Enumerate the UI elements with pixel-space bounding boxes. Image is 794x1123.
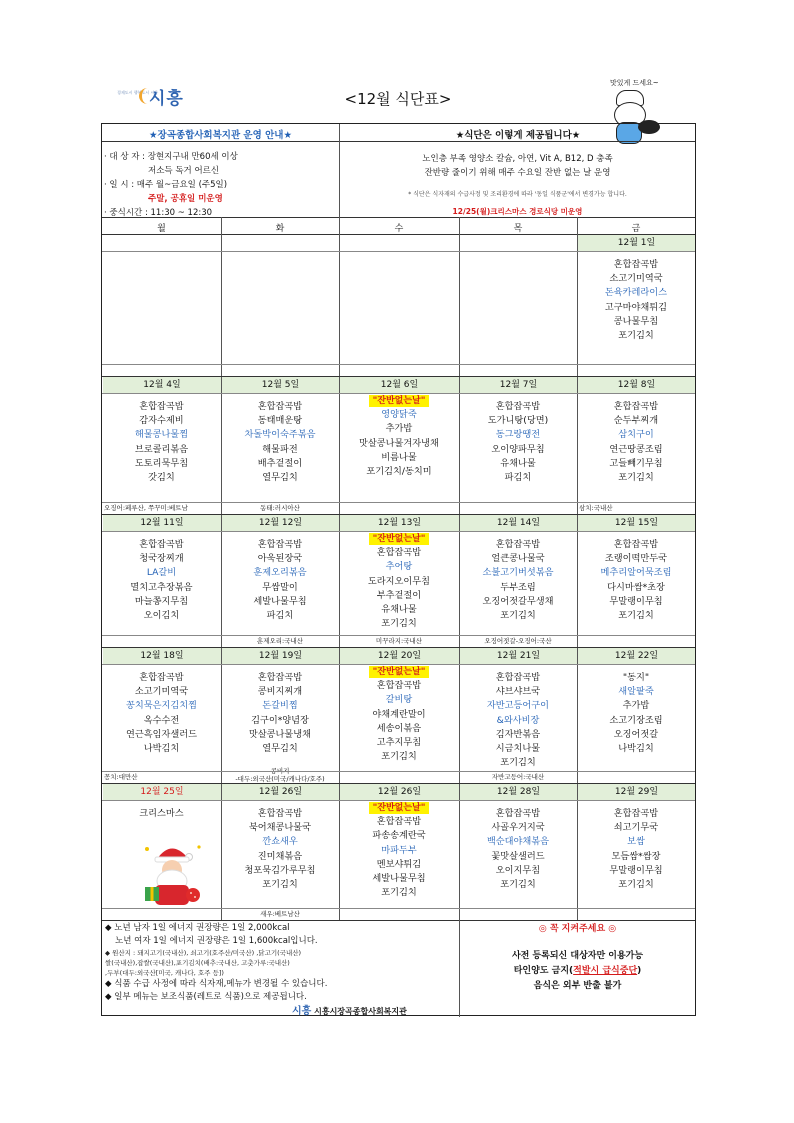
menu-item: 브로콜리볶음: [134, 443, 189, 455]
menu-item: 오이양파무침: [491, 443, 545, 455]
date-cell: 12월 15일: [578, 515, 695, 531]
menu-item: 김구이*양념장: [251, 714, 309, 726]
menu-item: 추어탕: [385, 561, 413, 573]
menu-item: 포기김치: [618, 610, 654, 622]
menu-item: 꽃맛살샐러드: [491, 850, 545, 862]
menu-item: 자반고등어구이: [486, 700, 550, 712]
female-energy: 노년 여자 1일 에너지 권장량은 1일 1,600kcal입니다.: [115, 936, 318, 946]
logo-word: 시흥: [149, 89, 184, 109]
menu-item: 조랭이떡만두국: [604, 553, 668, 565]
menu-item: 보쌈: [627, 836, 645, 848]
menu-item: 김자반볶음: [495, 728, 541, 740]
menu-cell: [459, 538, 577, 623]
menu-item: 파김치: [504, 472, 532, 484]
menu-cell: [339, 665, 459, 764]
origin-info-3: ,두부(대두:외국산[미국, 캐나다, 호주 등]): [105, 969, 224, 977]
menu-item: 유채나물: [381, 604, 417, 616]
menu-cell: [577, 807, 695, 892]
menu-item: 혼합잡곡밥: [495, 808, 541, 819]
menu-cell: [577, 671, 695, 756]
menu-item: 고구마야채튀김: [604, 301, 668, 313]
menu-item: 포기김치: [262, 879, 298, 891]
menu-item: 유채나물: [500, 457, 536, 469]
menu-item: 혼합잡곡밥: [376, 680, 422, 692]
menu-cell: [102, 538, 221, 623]
menu-item: 꽁치묵은지김치찜: [125, 700, 197, 712]
menu-item: 혼합잡곡밥: [376, 816, 422, 828]
menu-cell: [459, 671, 577, 770]
date-cell: 12월 18일: [103, 648, 221, 664]
no-leftover-badge: "잔반없는날": [369, 395, 430, 407]
menu-cell: [577, 258, 695, 343]
menu-cell: [102, 671, 221, 756]
sparkle-icon: [197, 845, 200, 848]
menu-item: 마늘쫑지무침: [134, 595, 189, 607]
menu-item: 콩나물무침: [613, 315, 659, 327]
menu-item: 돈갈비찜: [262, 700, 298, 712]
origin-note: 오징어젓갈-오징어:국산: [484, 637, 552, 645]
menu-item: 무쌈말이: [262, 581, 298, 593]
date-cell: 12월 28일: [460, 784, 577, 800]
page-title: <12월 식단표>: [344, 90, 452, 108]
operation-info-title: ★장곡종합사회복지관 운영 안내★: [149, 130, 292, 141]
menu-item: 혼합잡곡밥: [257, 672, 303, 683]
menu-cell: [339, 532, 459, 631]
weekday-1: 화: [275, 224, 285, 234]
menu-item: 마파두부: [381, 844, 417, 856]
menu-item: 배추겉절이: [257, 457, 303, 469]
date-cell: 12월 22일: [578, 648, 695, 664]
menu-item: 다시마쌈*초장: [607, 581, 665, 593]
menu-item: 나박김치: [143, 743, 180, 755]
menu-item: 고추지무침: [376, 737, 422, 749]
menu-item: 청포묵김가루무침: [244, 864, 316, 876]
menu-item: 사골우거지국: [491, 822, 545, 834]
menu-cell: [221, 671, 339, 756]
menu-item: 순두부찌개: [613, 415, 659, 427]
menu-item: 콩비지찌개: [257, 686, 303, 698]
menu-item: 동태매운탕: [257, 415, 303, 427]
logo-tagline: 경제도시 행복도시 시흥: [117, 90, 159, 95]
rules-head: ◎ 꼭 지켜주세요 ◎: [538, 924, 617, 934]
menu-item: 야채계란말이: [372, 708, 426, 720]
menu-item: 고들빼기무침: [609, 457, 663, 469]
operation-info: [104, 150, 338, 220]
menu-item: 옥수수전: [143, 714, 180, 726]
menu-item: 영양닭죽: [381, 409, 417, 421]
menu-item: 갓김치: [148, 472, 175, 484]
weekday-4: 금: [631, 224, 641, 234]
footer-brand: 시흥 시흥시장곡종합사회복지관: [292, 1006, 407, 1017]
menu-item: 샤브샤브국: [495, 686, 541, 698]
menu-item: 혼합잡곡밥: [495, 672, 541, 683]
menu-item: 소고기미역국: [134, 686, 189, 698]
menu-cell: [102, 807, 221, 821]
schedule-info: · 일 시 : 매주 월~금요일 (주5일): [104, 180, 228, 190]
change-note: * 식단은 식자재의 수급사정 및 조리환경에 따라 '동일 식품군'에서 변경가능 합니다.: [408, 191, 627, 198]
weekday-3: 목: [513, 224, 523, 234]
menu-item: 맛살콩나물냉채: [248, 728, 312, 740]
menu-item: 혼합잡곡밥: [139, 672, 184, 683]
menu-item: 갈비탕: [385, 694, 413, 706]
menu-item: 새알팥죽: [618, 686, 654, 698]
origin-note: 미꾸라지:국내산: [375, 637, 423, 645]
menu-item: 오이김치: [143, 610, 180, 622]
menu-item: 도가니탕(당면): [487, 415, 549, 427]
strawberry-icon: [186, 888, 200, 902]
menu-item: 오징어젓갈무생채: [482, 595, 554, 607]
menu-item: 세발나물무침: [372, 873, 426, 885]
date-cell: 12월 29일: [578, 784, 695, 800]
menu-item: 포기김치: [618, 879, 654, 891]
menu-cell: [577, 400, 695, 485]
menu-item: 혼합잡곡밥: [139, 401, 184, 412]
retort-note: ◆ 일부 메뉴는 보조식품(레트로 식품)으로 제공됩니다.: [105, 992, 307, 1002]
menu-item: &와사비장: [496, 714, 540, 726]
date-cell: 12월 12일: [222, 515, 339, 531]
menu-item: 포기김치: [381, 887, 417, 899]
menu-item: 열무김치: [262, 743, 298, 755]
date-cell: 12월 19일: [222, 648, 339, 664]
date-cell: 12월 21일: [460, 648, 577, 664]
date-cell: 12월 4일: [103, 377, 221, 393]
date-cell: 12월 5일: [222, 377, 339, 393]
menu-item: 오징어젓갈: [613, 728, 659, 740]
menu-cell: [459, 400, 577, 485]
menu-item: 파송송계란국: [372, 830, 426, 842]
menu-item: 혼합잡곡밥: [139, 539, 184, 550]
menu-item: 열무김치: [262, 472, 298, 484]
menu-cell: [221, 538, 339, 623]
menu-item: 소고기장조림: [609, 714, 663, 726]
menu-item: 해물콩나물찜: [134, 429, 189, 441]
menu-cell: [577, 538, 695, 623]
origin-info-2: 쌀(국내산),잡쌀(국내산),포기김치(배추:국내산, 고춧가루:국내산): [105, 959, 290, 967]
menu-item: 세발나물무침: [253, 595, 307, 607]
menu-item: 훈제오리볶음: [253, 567, 307, 579]
menu-item: "동지": [622, 672, 650, 683]
menu-item: 도라지오이무침: [367, 575, 431, 587]
menu-sheet: [101, 123, 696, 1016]
rules-footer: [460, 922, 695, 994]
menu-item: 포기김치: [500, 757, 536, 769]
service-info: [340, 152, 695, 217]
city-logo: [117, 84, 197, 110]
menu-item: 혼합잡곡밥: [613, 401, 659, 412]
menu-item: LA갈비: [146, 567, 177, 579]
supply-note: ◆ 식품 수급 사정에 따라 식자재,메뉴가 변경될 수 있습니다.: [105, 979, 328, 989]
date-cell: 12월 26일: [340, 784, 459, 800]
menu-item: 연근흑임자샐러드: [125, 728, 197, 740]
origin-note: 동태:러시아산: [260, 504, 300, 512]
origin-note: 새우:베트남산: [260, 910, 300, 918]
weekday-0: 월: [157, 224, 166, 234]
footer-logo-word: 시흥: [292, 1006, 312, 1017]
date-cell: 12월 13일: [340, 515, 459, 531]
christmas-closed: 12/25(월)크리스마스 경로식당 미운영: [452, 207, 583, 216]
rule-registered: 사전 등록되신 대상자만 이용가능: [511, 951, 644, 961]
menu-item: 감자수제비: [139, 415, 184, 427]
menu-cell: [339, 801, 459, 900]
menu-cell: [459, 807, 577, 892]
menu-item: 혼합잡곡밥: [376, 547, 422, 559]
male-energy: ◆ 노년 남자 1일 에너지 권장량은 1일 2,000kcal: [105, 923, 290, 933]
menu-item: 동그랑땡전: [495, 429, 541, 441]
menu-item: 모듬쌈*쌈장: [611, 850, 661, 862]
menu-item: 혼합잡곡밥: [495, 539, 541, 550]
menu-item: 세송이볶음: [376, 722, 422, 734]
origin-note: 자반고등어:국내산: [491, 773, 545, 781]
no-leftover-badge: "잔반없는날": [369, 666, 430, 678]
menu-item: 추가밥: [385, 423, 413, 435]
rule-no-takeout: 음식은 외부 반출 불가: [533, 981, 622, 991]
date-cell: 12월 14일: [460, 515, 577, 531]
date-cell: 12월 11일: [103, 515, 221, 531]
menu-item: 포기김치: [618, 330, 654, 342]
menu-item: 포기김치: [500, 879, 536, 891]
menu-item: 혼합잡곡밥: [613, 259, 659, 270]
origin-note: 꽁치:대만산: [104, 773, 138, 781]
closed-days: 주말, 공휴일 미운영: [148, 194, 223, 204]
menu-item: 소고기미역국: [609, 273, 663, 285]
date-cell: 12월 20일: [340, 648, 459, 664]
date-cell: 12월 8일: [578, 377, 695, 393]
menu-item: 혼합잡곡밥: [257, 539, 303, 550]
target-sub: 저소득 독거 어르신: [148, 166, 220, 176]
leftover-note: 잔반량 줄이기 위해 매주 수요일 잔반 없는 날 운영: [424, 168, 611, 178]
menu-item: 삼치구이: [618, 429, 654, 441]
menu-item: 포기김치/동치미: [366, 466, 432, 478]
no-leftover-badge: "잔반없는날": [369, 802, 430, 814]
date-cell: 12월 6일: [340, 377, 459, 393]
menu-item: 포기김치: [618, 472, 654, 484]
menu-item: 메추리알어묵조림: [600, 567, 672, 579]
menu-item: 얼큰콩나물국: [491, 553, 545, 565]
menu-item: 포기김치: [500, 610, 536, 622]
nutrition-footer: [105, 922, 457, 1004]
menu-cell: [221, 807, 339, 892]
menu-item: 쇠고기무국: [613, 822, 659, 834]
menu-item: 맛살콩나물겨자냉채: [359, 437, 439, 449]
date-cell: 12월 26일: [222, 784, 339, 800]
menu-item: 무말랭이무침: [609, 595, 663, 607]
menu-item: 혼합잡곡밥: [257, 808, 303, 819]
menu-item: 돈육카레라이스: [604, 287, 668, 299]
menu-item: 아욱된장국: [257, 553, 303, 565]
menu-item: 나박김치: [618, 743, 654, 755]
chef-speech: 맛있게 드세요~: [610, 79, 659, 87]
menu-item: 두부조림: [500, 581, 536, 593]
menu-item: 해물파전: [262, 443, 298, 455]
service-info-title: ★식단은 이렇게 제공됩니다★: [455, 130, 581, 141]
menu-item: 추가밥: [622, 700, 650, 712]
menu-item: 백순대야채볶음: [486, 836, 550, 848]
menu-item: 혼합잡곡밥: [613, 539, 659, 550]
menu-item: 혼합잡곡밥: [613, 808, 659, 819]
date-cell: 12월 1일: [578, 235, 695, 251]
menu-item: 포기김치: [381, 618, 417, 630]
menu-item: 크리스마스: [139, 808, 184, 819]
menu-item: 멸치고추장볶음: [130, 581, 193, 593]
menu-item: 혼합잡곡밥: [495, 401, 541, 412]
menu-item: 무말랭이무침: [609, 864, 663, 876]
menu-cell: [102, 400, 221, 485]
sparkle-icon: [145, 847, 149, 851]
menu-item: 시금치나물: [495, 743, 541, 755]
menu-item: 비름나물: [381, 451, 417, 463]
menu-item: 도토리묵무침: [134, 457, 189, 469]
menu-item: 멘보샤튀김: [376, 858, 422, 870]
menu-item: 청국장찌개: [139, 553, 184, 565]
nutrition-note: 노인층 부족 영양소 칼슘, 아연, Vit A, B12, D 충족: [422, 154, 613, 164]
menu-item: 차돌박이숙주볶음: [244, 429, 316, 441]
menu-item: 파김치: [266, 610, 294, 622]
menu-item: 진미채볶음: [257, 850, 303, 862]
menu-cell: [221, 400, 339, 485]
origin-info-1: ◆ 원산지 : 돼지고기(국내산), 쇠고기(호주산/미국산) ,닭고기(국내산): [105, 949, 302, 957]
menu-item: 혼합잡곡밥: [257, 401, 303, 412]
menu-item: 부추겉절이: [376, 589, 422, 601]
weekday-2: 수: [394, 224, 404, 234]
menu-item: 오이지무침: [495, 864, 541, 876]
lunch-time: · 중식시간 : 11:30 ~ 12:30: [104, 208, 213, 218]
origin-note: 오징어:페루산, 쭈꾸미:베트남: [104, 504, 188, 512]
origin-note: 삼치:국내산: [579, 504, 613, 512]
menu-item: 연근땅콩조림: [609, 443, 663, 455]
menu-item: 깐쇼새우: [262, 836, 298, 848]
rule-no-transfer: 타인양도 금지(적발시 급식중단): [513, 966, 642, 976]
target-info: · 대 상 자 : 장현지구내 만60세 이상: [104, 152, 238, 162]
date-cell: 12월 7일: [460, 377, 577, 393]
menu-item: 북어채콩나물국: [248, 822, 312, 834]
date-cell: 12월 25일: [103, 784, 221, 800]
menu-item: 소불고기버섯볶음: [482, 567, 554, 579]
no-leftover-badge: "잔반없는날": [369, 533, 430, 545]
menu-cell: [339, 394, 459, 479]
origin-note: 콩비지 -대두:외국산(미국/캐나다/호주): [235, 767, 325, 783]
santa-illustration: [133, 837, 211, 909]
origin-note: 훈제오리:국내산: [256, 637, 304, 645]
menu-item: 포기김치: [381, 751, 417, 763]
